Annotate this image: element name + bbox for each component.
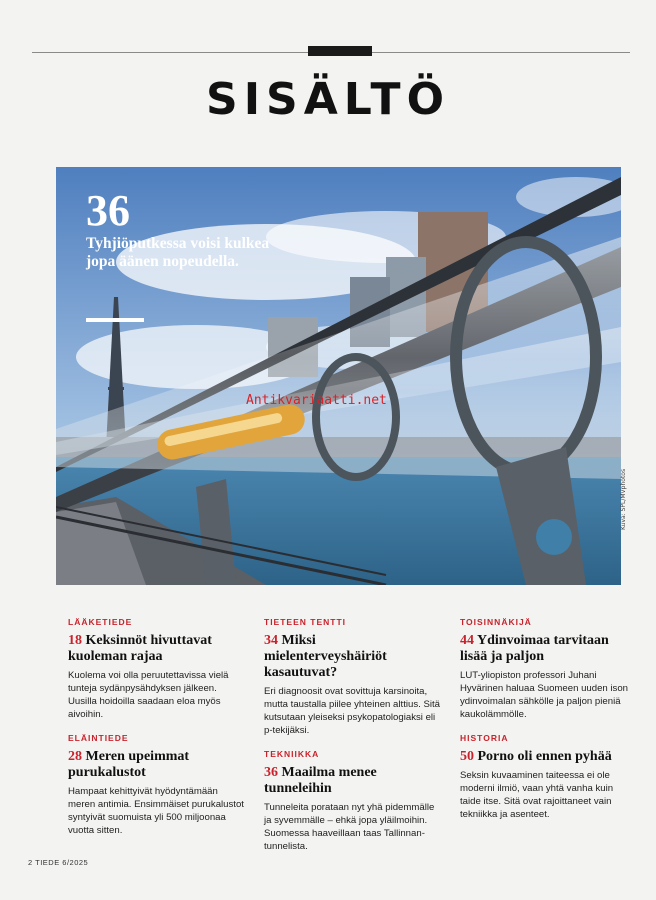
toc-headline bbox=[68, 633, 244, 665]
toc-page-number: 34 bbox=[264, 633, 278, 648]
column-2 bbox=[264, 617, 440, 865]
hero-image[interactable] bbox=[56, 167, 621, 585]
toc-page-number: 36 bbox=[264, 765, 278, 780]
toc-title: Meren upeimmat purukalustot bbox=[68, 749, 190, 780]
hero-page-number: 36 bbox=[86, 186, 130, 235]
toc-item[interactable] bbox=[68, 733, 244, 837]
toc-summary: Eri diagnoosit ovat sovittuja karsinoita, mutta taustalla piilee yhteinen alttius. Sitä kutsutaan yleiseksi psykopatologiaksi eli p-tekijäksi. bbox=[264, 686, 440, 736]
column-3 bbox=[460, 617, 636, 833]
page-title: SISÄLTÖ bbox=[206, 74, 450, 125]
page-footer: 2 TIEDE 6/2025 bbox=[28, 858, 89, 867]
toc-headline bbox=[68, 749, 244, 781]
toc-page-number: 18 bbox=[68, 633, 82, 648]
toc-headline bbox=[264, 633, 440, 681]
toc-headline bbox=[264, 765, 440, 797]
toc-summary: LUT-yliopiston professori Juhani Hyvärinen haluaa Suomeen uuden ison ydinvoimalan sähkölle ja paljon pieniä kaukolämmölle. bbox=[460, 670, 629, 720]
toc-headline bbox=[460, 749, 636, 765]
photo-credit: Kuva: SPL/MVphotos bbox=[620, 468, 627, 530]
toc-item[interactable] bbox=[68, 617, 244, 721]
toc-page-number: 28 bbox=[68, 749, 82, 764]
toc-headline bbox=[460, 633, 636, 665]
toc-page-number: 50 bbox=[460, 749, 474, 764]
toc-title: Maailma menee tunneleihin bbox=[264, 765, 377, 796]
toc-summary: Tunneleita porataan nyt yhä pidemmälle ja syvemmälle – ehkä jopa yläilmoihin. Suomessa haaveillaan taas Tallinnan-tunnelista. bbox=[264, 802, 435, 852]
toc-summary: Seksin kuvaaminen taiteessa ei ole moderni ilmiö, vaan yhtä vanha kuin taide itse. Sitä ovat rajoittaneet vain tekniikka ja asenteet. bbox=[460, 770, 614, 820]
toc-item[interactable] bbox=[264, 749, 440, 853]
section-label: TOISINNÄKIJÄ bbox=[460, 617, 532, 627]
section-label: ELÄINTIEDE bbox=[68, 733, 129, 743]
section-label: LÄÄKETIEDE bbox=[68, 617, 133, 627]
toc-page-number: 44 bbox=[460, 633, 474, 648]
top-rule-block bbox=[308, 46, 372, 56]
hero-caption: Tyhjiöputkessa voisi kulkea jopa äänen nopeudella. bbox=[86, 235, 270, 270]
section-label: HISTORIA bbox=[460, 733, 509, 743]
section-label: TIETEEN TENTTI bbox=[264, 617, 346, 627]
section-label: TEKNIIKKA bbox=[264, 749, 320, 759]
watermark-text: Antikvariaatti.net bbox=[246, 393, 387, 408]
toc-title: Porno oli ennen pyhää bbox=[477, 749, 612, 764]
toc-item[interactable] bbox=[460, 617, 636, 721]
column-1 bbox=[68, 617, 244, 849]
toc-item[interactable] bbox=[264, 617, 440, 737]
hyperloop-illustration bbox=[56, 167, 621, 585]
toc-summary: Hampaat kehittyivät hyödyntämään meren antimia. Ensimmäiset purukalustot syntyivät suomuista yli 500 miljoonaa vuotta sitten. bbox=[68, 786, 244, 836]
toc-item[interactable] bbox=[460, 733, 636, 821]
hero-underline bbox=[86, 318, 144, 322]
toc-title: Ydinvoimaa tarvitaan lisää ja paljon bbox=[460, 633, 609, 664]
toc-title: Miksi mielenterveyshäiriöt kasautuvat? bbox=[264, 633, 387, 680]
toc-title: Keksinnöt hivuttavat kuoleman rajaa bbox=[68, 633, 212, 664]
toc-summary: Kuolema voi olla peruutettavissa vielä tunteja sydänpysähdyksen jälkeen. Uusilla hoidoilla saadaan eloa myös aivoihin. bbox=[68, 670, 229, 720]
